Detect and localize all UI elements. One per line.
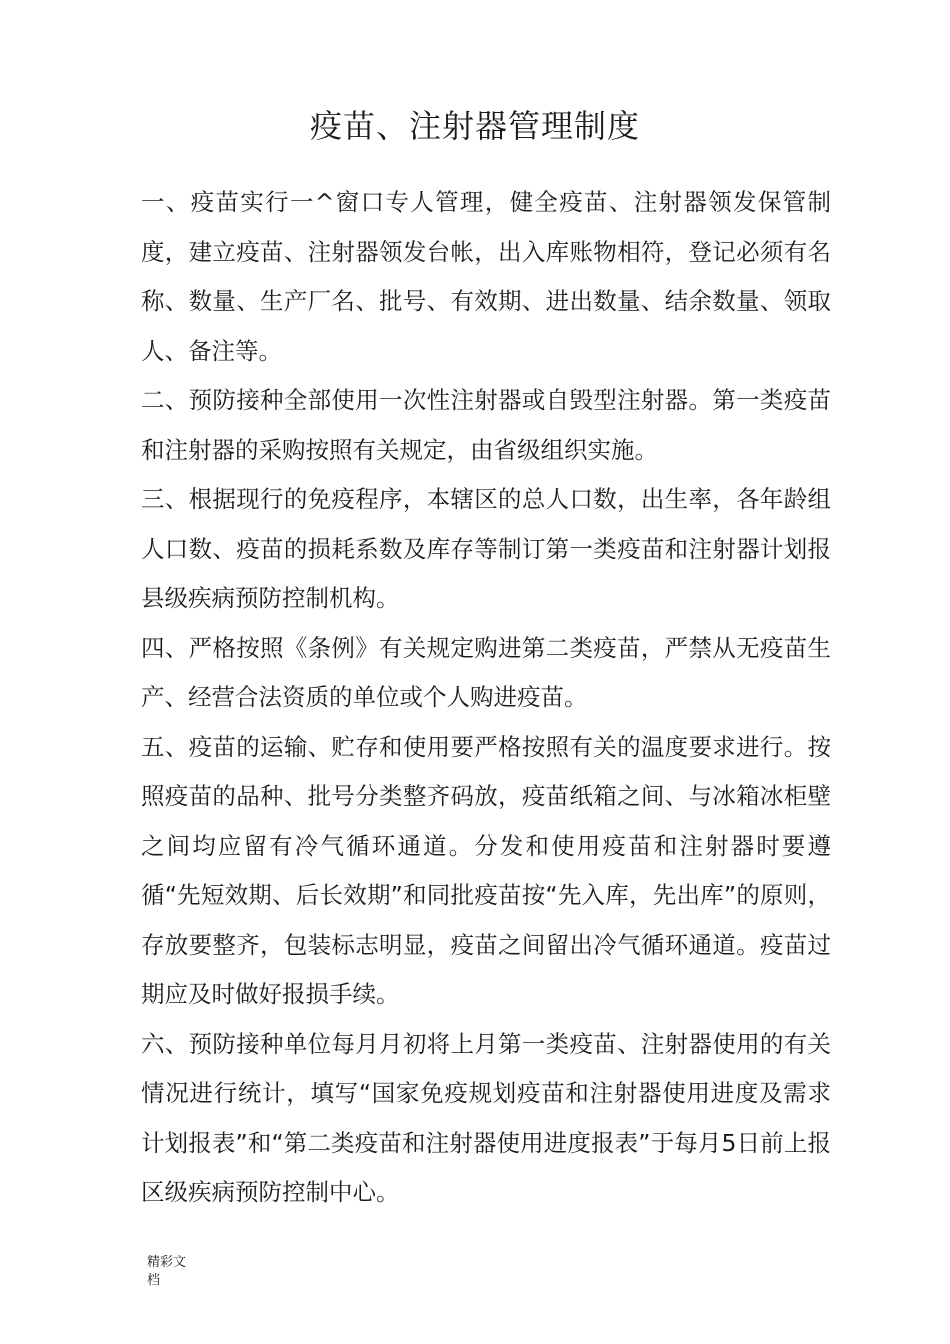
footer-line-2: 档 xyxy=(147,1273,161,1288)
paragraph-6: 六、预防接种单位每月月初将上月第一类疫苗、注射器使用的有关情况进行统计，填写“国家免疫规划疫苗和注射器使用进度及需求计划报表”和“第二类疫苗和注射器使用进度报表”于每月5日前上报区级疾病预防控制中心。 xyxy=(141,1029,831,1206)
paragraph-4: 四、严格按照《条例》有关规定购进第二类疫苗，严禁从无疫苗生产、经营合法资质的单位或个人购进疫苗。 xyxy=(141,633,831,711)
paragraph-2: 二、预防接种全部使用一次性注射器或自毁型注射器。第一类疫苗和注射器的采购按照有关规定，由省级组织实施。 xyxy=(141,386,831,464)
paragraph-1: 一、疫苗实行一^窗口专人管理，健全疫苗、注射器领发保管制度，建立疫苗、注射器领发台帐，出入库账物相符，登记必须有名称、数量、生产厂名、批号、有效期、进出数量、结余数量、领取人、备注等。 xyxy=(141,188,831,365)
document-body xyxy=(141,178,831,1218)
page-footer xyxy=(147,1254,207,1290)
document-title: 疫苗、注射器管理制度 xyxy=(309,107,640,145)
paragraph-3: 三、根据现行的免疫程序，本辖区的总人口数，出生率，各年龄组人口数、疫苗的损耗系数及库存等制订第一类疫苗和注射器计划报县级疾病预防控制机构。 xyxy=(141,485,831,612)
paragraph-5: 五、疫苗的运输、贮存和使用要严格按照有关的温度要求进行。按照疫苗的品种、批号分类整齐码放，疫苗纸箱之间、与冰箱冰柜壁之间均应留有冷气循环通道。分发和使用疫苗和注射器时要遵循“先短效期、后长效期”和同批疫苗按“先入库，先出库”的原则，存放要整齐，包装标志明显，疫苗之间留出冷气循环通道。疫苗过期应及时做好报损手续。 xyxy=(141,732,831,1008)
footer-line-1: 精彩文 xyxy=(147,1255,187,1270)
